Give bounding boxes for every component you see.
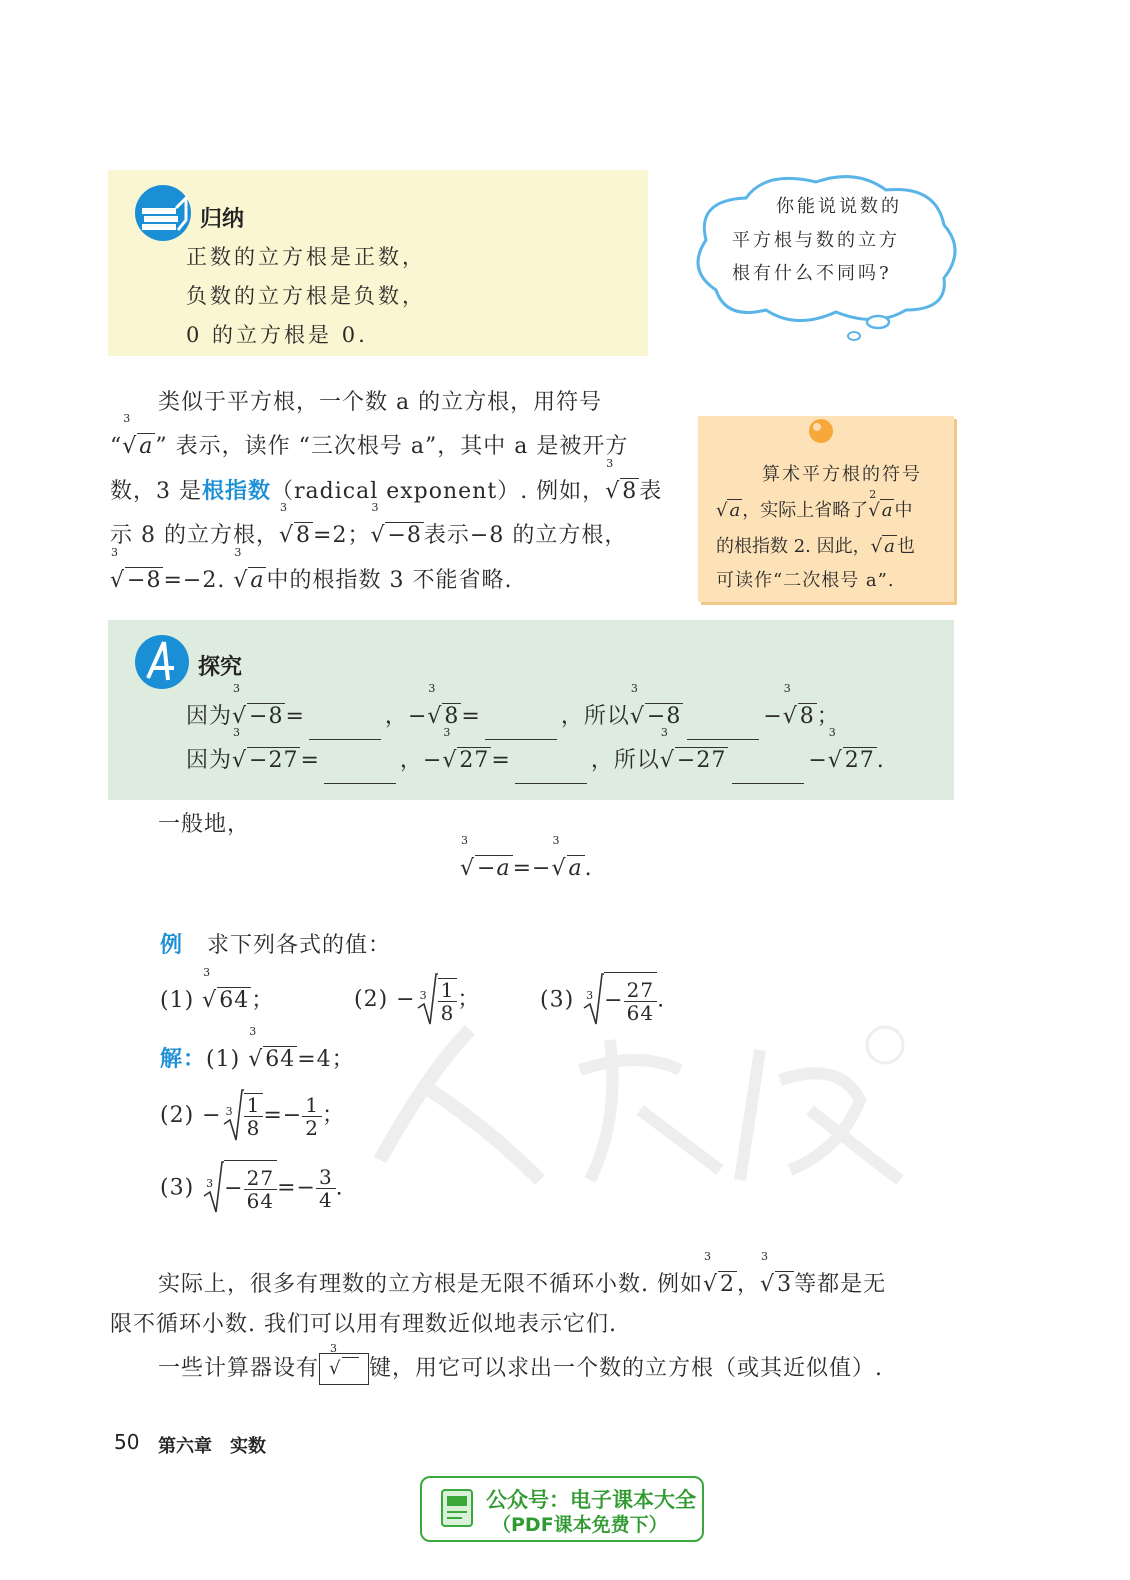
explore-title: 探究 xyxy=(198,655,243,680)
general-formula: 3 √−a=− 3 √a. xyxy=(460,834,593,881)
example-heading: 例 求下列各式的值： xyxy=(160,932,392,958)
solution-1: 解：(1) 3 √64=4； xyxy=(160,1025,355,1072)
pin-icon xyxy=(806,416,836,450)
example-label: 例 xyxy=(160,932,184,958)
thought-cloud xyxy=(686,170,962,350)
promo-stamp xyxy=(420,1476,704,1542)
publisher-watermark xyxy=(340,1010,940,1200)
solution-3: (3) 3 − $\frac{27}{64}$ =− $\frac{3}{4}$ . xyxy=(160,1160,344,1217)
compass-icon xyxy=(134,634,190,694)
answer-blank[interactable] xyxy=(309,713,381,740)
cloud-line-3: 根有什么不同吗? xyxy=(732,263,892,284)
para1-line-5: 3 √−8=−2. 3 √a中的根指数 3 不能省略. xyxy=(110,546,513,593)
stamp-line-2: （PDF课本免费下） xyxy=(492,1514,668,1536)
note-line-1: 算术平方根的符号 xyxy=(762,464,922,485)
solution-label: 解： xyxy=(160,1046,207,1072)
books-icon xyxy=(134,184,192,246)
example-problem-1: (1) 3 √64； xyxy=(160,966,275,1013)
para1-line-4: 示 8 的立方根， 3 √8=2； 3 √−8表示−8 的立方根， xyxy=(110,501,628,548)
note-line-3: 的根指数 2. 因此，√ a 也 xyxy=(716,536,915,557)
stamp-line-1: 公众号：电子课本大全 xyxy=(486,1488,696,1512)
cloud-line-1: 你能说说数的 xyxy=(776,196,902,217)
note-line-4: 可读作“二次根号 a”. xyxy=(716,570,895,591)
para2-line-2: 限不循环小数. 我们可以用有理数近似地表示它们. xyxy=(110,1312,617,1337)
example-problem-2: (2) − 3 $\frac{1}{8}$ ； xyxy=(354,972,480,1028)
term-radical-exponent: 根指数 xyxy=(202,478,272,504)
explore-box xyxy=(108,620,954,800)
explore-row-2: 因为 3 √−27= ，− 3 √27= ，所以 3 √−27 − 3 √27. xyxy=(186,738,885,784)
explore-row-1: 因为 3 √−8= ，− 3 √8= ，所以 3 √−8 − 3 √8； xyxy=(186,694,840,740)
para1-line-2: “ 3 √a” 表示，读作 “三次根号 a”，其中 a 是被开方 xyxy=(110,412,629,459)
summary-line-2: 负数的立方根是负数， xyxy=(186,284,426,308)
general-label: 一般地， xyxy=(158,812,251,837)
book-icon xyxy=(436,1486,480,1536)
chapter-title: 第六章 实数 xyxy=(158,1436,266,1457)
note-line-2: √ a ，实际上省略了 2 √ a 中 xyxy=(716,488,913,521)
summary-line-1: 正数的立方根是正数， xyxy=(186,245,426,269)
page-number: 50 xyxy=(114,1430,140,1454)
answer-blank[interactable] xyxy=(687,713,759,740)
answer-blank[interactable] xyxy=(324,757,396,784)
solution-2: (2) − 3 $\frac{1}{8}$ =− $\frac{1}{2}$ ； xyxy=(160,1088,345,1144)
cloud-line-2: 平方根与数的立方 xyxy=(732,230,900,251)
para2-line-3: 一些计算器设有 3 √ 键，用它可以求出一个数的立方根（或其近似值）. xyxy=(158,1346,883,1392)
summary-title: 归纳 xyxy=(200,207,245,232)
para2-line-1: 实际上，很多有理数的立方根是无限不循环小数. 例如 3 √2， 3 √3等都是无 xyxy=(158,1250,887,1297)
para1-line-3: 数，3 是根指数（radical exponent）. 例如， 3 √8表 xyxy=(110,457,663,504)
answer-blank[interactable] xyxy=(485,713,557,740)
cube-root-key-icon: 3 √ xyxy=(319,1353,369,1385)
answer-blank[interactable] xyxy=(732,757,804,784)
summary-line-3: 0 的立方根是 0. xyxy=(186,323,368,347)
para1-line-1: 类似于平方根，一个数 a 的立方根，用符号 xyxy=(158,390,603,415)
summary-box xyxy=(108,170,648,356)
note-card xyxy=(698,416,954,602)
example-problem-3: (3) 3 − $\frac{27}{64}$ . xyxy=(540,972,665,1029)
answer-blank[interactable] xyxy=(515,757,587,784)
